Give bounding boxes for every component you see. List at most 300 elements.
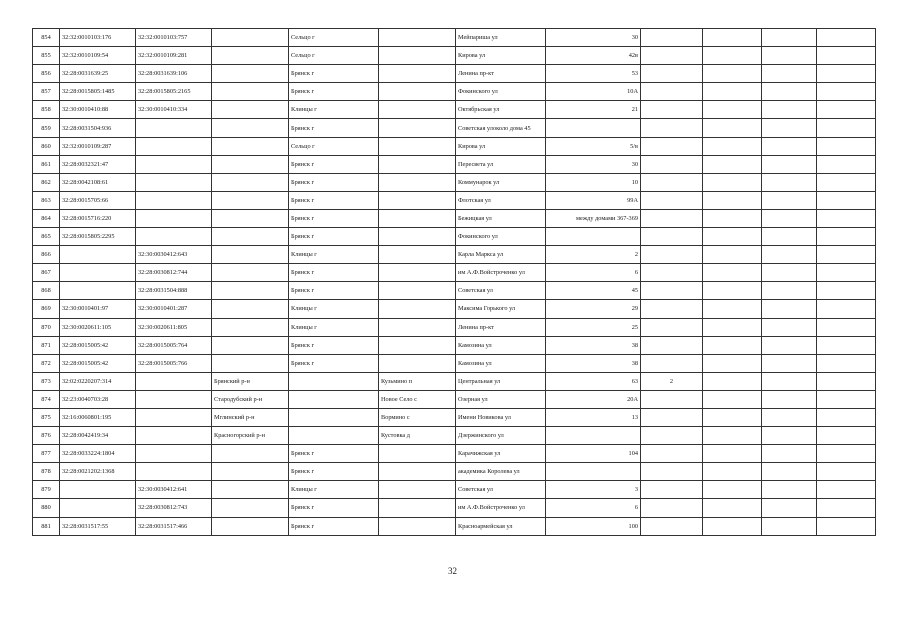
cadastral-number-2-cell bbox=[136, 445, 212, 463]
table-row bbox=[33, 390, 876, 408]
row-number-cell: 873 bbox=[33, 372, 60, 390]
city-cell: Клинцы г bbox=[289, 246, 379, 264]
cadastral-number-cell: 32:23:0040703:28 bbox=[60, 390, 136, 408]
cadastral-number-2-cell: 32:30:0020611:805 bbox=[136, 318, 212, 336]
row-number-cell: 871 bbox=[33, 336, 60, 354]
empty-cell bbox=[817, 390, 876, 408]
empty-cell bbox=[817, 336, 876, 354]
row-number-cell: 867 bbox=[33, 264, 60, 282]
table-row bbox=[33, 354, 876, 372]
cadastral-number-2-cell bbox=[136, 372, 212, 390]
empty-cell bbox=[762, 463, 817, 481]
row-number-cell: 862 bbox=[33, 173, 60, 191]
village-cell bbox=[379, 318, 456, 336]
city-cell: Брянск г bbox=[289, 155, 379, 173]
house-cell bbox=[546, 427, 641, 445]
street-cell: Центральная ул bbox=[456, 372, 546, 390]
empty-cell bbox=[703, 354, 762, 372]
cadastral-number-2-cell: 32:32:0010109:281 bbox=[136, 47, 212, 65]
flat-cell bbox=[641, 246, 703, 264]
empty-cell bbox=[762, 390, 817, 408]
empty-cell bbox=[762, 137, 817, 155]
cadastral-number-cell: 32:28:0031504:936 bbox=[60, 119, 136, 137]
cadastral-number-2-cell: 32:28:0031639:106 bbox=[136, 65, 212, 83]
empty-cell bbox=[817, 29, 876, 47]
cadastral-number-2-cell bbox=[136, 427, 212, 445]
house-cell: 63 bbox=[546, 372, 641, 390]
empty-cell bbox=[703, 101, 762, 119]
house-cell: 30 bbox=[546, 155, 641, 173]
street-cell: Коммунарок ул bbox=[456, 173, 546, 191]
empty-cell bbox=[817, 282, 876, 300]
street-cell: Бежицкая ул bbox=[456, 209, 546, 227]
cadastral-number-cell bbox=[60, 264, 136, 282]
table-row bbox=[33, 47, 876, 65]
cadastral-number-cell: 32:28:0015705:66 bbox=[60, 191, 136, 209]
row-number-cell: 860 bbox=[33, 137, 60, 155]
district-cell bbox=[212, 155, 289, 173]
empty-cell bbox=[703, 137, 762, 155]
city-cell: Брянск г bbox=[289, 354, 379, 372]
empty-cell bbox=[762, 65, 817, 83]
cadastral-number-2-cell: 32:28:0031504:888 bbox=[136, 282, 212, 300]
city-cell: Брянск г bbox=[289, 264, 379, 282]
row-number-cell: 877 bbox=[33, 445, 60, 463]
district-cell bbox=[212, 47, 289, 65]
table-row bbox=[33, 173, 876, 191]
village-cell bbox=[379, 191, 456, 209]
district-cell bbox=[212, 228, 289, 246]
cadastral-number-cell: 32:16:0060801:195 bbox=[60, 408, 136, 426]
table-row bbox=[33, 427, 876, 445]
cadastral-number-2-cell: 32:32:0010103:757 bbox=[136, 29, 212, 47]
cadastral-number-2-cell bbox=[136, 173, 212, 191]
table-row bbox=[33, 300, 876, 318]
city-cell: Брянск г bbox=[289, 282, 379, 300]
street-cell: им А.Ф.Войстроченко ул bbox=[456, 499, 546, 517]
cadastral-number-2-cell: 32:28:0031517:466 bbox=[136, 517, 212, 535]
flat-cell bbox=[641, 499, 703, 517]
row-number-cell: 881 bbox=[33, 517, 60, 535]
empty-cell bbox=[817, 445, 876, 463]
empty-cell bbox=[817, 83, 876, 101]
district-cell: Мглинский р-н bbox=[212, 408, 289, 426]
cadastral-number-2-cell: 32:30:0030412:641 bbox=[136, 481, 212, 499]
table-row bbox=[33, 155, 876, 173]
cadastral-number-cell: 32:28:0015005:42 bbox=[60, 354, 136, 372]
house-cell: 53 bbox=[546, 65, 641, 83]
village-cell bbox=[379, 65, 456, 83]
row-number-cell: 874 bbox=[33, 390, 60, 408]
village-cell bbox=[379, 83, 456, 101]
row-number-cell: 865 bbox=[33, 228, 60, 246]
empty-cell bbox=[762, 499, 817, 517]
cadastral-number-cell: 32:30:0010410:88 bbox=[60, 101, 136, 119]
house-cell bbox=[546, 119, 641, 137]
cadastral-number-2-cell bbox=[136, 137, 212, 155]
street-cell: Озерная ул bbox=[456, 390, 546, 408]
village-cell bbox=[379, 481, 456, 499]
district-cell bbox=[212, 29, 289, 47]
village-cell bbox=[379, 445, 456, 463]
row-number-cell: 879 bbox=[33, 481, 60, 499]
data-table bbox=[32, 28, 876, 536]
empty-cell bbox=[703, 408, 762, 426]
empty-cell bbox=[817, 300, 876, 318]
city-cell: Брянск г bbox=[289, 119, 379, 137]
empty-cell bbox=[817, 463, 876, 481]
row-number-cell: 878 bbox=[33, 463, 60, 481]
cadastral-number-2-cell: 32:30:0010401:287 bbox=[136, 300, 212, 318]
district-cell bbox=[212, 101, 289, 119]
flat-cell bbox=[641, 408, 703, 426]
row-number-cell: 875 bbox=[33, 408, 60, 426]
empty-cell bbox=[762, 517, 817, 535]
street-cell: Максима Горького ул bbox=[456, 300, 546, 318]
cadastral-number-cell: 32:28:0042108:61 bbox=[60, 173, 136, 191]
cadastral-number-2-cell bbox=[136, 390, 212, 408]
table-row bbox=[33, 246, 876, 264]
flat-cell bbox=[641, 209, 703, 227]
table-row bbox=[33, 264, 876, 282]
empty-cell bbox=[762, 101, 817, 119]
district-cell bbox=[212, 83, 289, 101]
empty-cell bbox=[762, 29, 817, 47]
house-cell: 21 bbox=[546, 101, 641, 119]
empty-cell bbox=[762, 173, 817, 191]
village-cell bbox=[379, 246, 456, 264]
house-cell bbox=[546, 228, 641, 246]
city-cell: Брянск г bbox=[289, 499, 379, 517]
house-cell: 10А bbox=[546, 83, 641, 101]
cadastral-number-cell: 32:28:0015005:42 bbox=[60, 336, 136, 354]
row-number-cell: 868 bbox=[33, 282, 60, 300]
empty-cell bbox=[703, 119, 762, 137]
empty-cell bbox=[762, 372, 817, 390]
empty-cell bbox=[762, 318, 817, 336]
empty-cell bbox=[762, 354, 817, 372]
flat-cell bbox=[641, 445, 703, 463]
row-number-cell: 863 bbox=[33, 191, 60, 209]
cadastral-number-2-cell: 32:28:0015005:766 bbox=[136, 354, 212, 372]
district-cell bbox=[212, 354, 289, 372]
flat-cell bbox=[641, 228, 703, 246]
table-row bbox=[33, 481, 876, 499]
house-cell: 5/в bbox=[546, 137, 641, 155]
row-number-cell: 872 bbox=[33, 354, 60, 372]
village-cell bbox=[379, 264, 456, 282]
empty-cell bbox=[762, 282, 817, 300]
city-cell: Брянск г bbox=[289, 228, 379, 246]
village-cell bbox=[379, 209, 456, 227]
empty-cell bbox=[762, 246, 817, 264]
cadastral-number-cell bbox=[60, 499, 136, 517]
district-cell bbox=[212, 65, 289, 83]
empty-cell bbox=[703, 83, 762, 101]
cadastral-number-2-cell: 32:28:0015805:2165 bbox=[136, 83, 212, 101]
city-cell: Клинцы г bbox=[289, 318, 379, 336]
street-cell: Карачижская ул bbox=[456, 445, 546, 463]
house-cell: 100 bbox=[546, 517, 641, 535]
flat-cell bbox=[641, 517, 703, 535]
empty-cell bbox=[817, 47, 876, 65]
empty-cell bbox=[762, 408, 817, 426]
flat-cell bbox=[641, 481, 703, 499]
row-number-cell: 857 bbox=[33, 83, 60, 101]
empty-cell bbox=[703, 372, 762, 390]
house-cell bbox=[546, 463, 641, 481]
district-cell bbox=[212, 517, 289, 535]
table-row bbox=[33, 372, 876, 390]
city-cell: Брянск г bbox=[289, 517, 379, 535]
flat-cell bbox=[641, 300, 703, 318]
village-cell bbox=[379, 173, 456, 191]
empty-cell bbox=[703, 246, 762, 264]
city-cell: Брянск г bbox=[289, 209, 379, 227]
row-number-cell: 855 bbox=[33, 47, 60, 65]
flat-cell: 2 bbox=[641, 372, 703, 390]
village-cell bbox=[379, 29, 456, 47]
flat-cell bbox=[641, 354, 703, 372]
cadastral-number-2-cell bbox=[136, 155, 212, 173]
table-row bbox=[33, 445, 876, 463]
cadastral-number-cell: 32:30:0020611:105 bbox=[60, 318, 136, 336]
house-cell: 6 bbox=[546, 264, 641, 282]
village-cell: Кузьмино п bbox=[379, 372, 456, 390]
district-cell bbox=[212, 499, 289, 517]
flat-cell bbox=[641, 282, 703, 300]
house-cell: 3 bbox=[546, 481, 641, 499]
village-cell bbox=[379, 517, 456, 535]
street-cell: Кирова ул bbox=[456, 137, 546, 155]
street-cell: Октябрьская ул bbox=[456, 101, 546, 119]
city-cell: Брянск г bbox=[289, 83, 379, 101]
village-cell: Кустовка д bbox=[379, 427, 456, 445]
row-number-cell: 854 bbox=[33, 29, 60, 47]
cadastral-number-cell: 32:28:0015805:2295 bbox=[60, 228, 136, 246]
street-cell: Камозина ул bbox=[456, 336, 546, 354]
table-row bbox=[33, 83, 876, 101]
cadastral-number-2-cell: 32:28:0015005:764 bbox=[136, 336, 212, 354]
table-body bbox=[33, 29, 876, 536]
house-cell: 42в bbox=[546, 47, 641, 65]
row-number-cell: 880 bbox=[33, 499, 60, 517]
house-cell: 104 bbox=[546, 445, 641, 463]
empty-cell bbox=[703, 29, 762, 47]
flat-cell bbox=[641, 29, 703, 47]
city-cell: Брянск г bbox=[289, 65, 379, 83]
table-row bbox=[33, 282, 876, 300]
empty-cell bbox=[762, 481, 817, 499]
city-cell: Клинцы г bbox=[289, 300, 379, 318]
village-cell bbox=[379, 300, 456, 318]
cadastral-number-2-cell bbox=[136, 119, 212, 137]
empty-cell bbox=[817, 517, 876, 535]
table-row bbox=[33, 29, 876, 47]
city-cell: Сельцо г bbox=[289, 29, 379, 47]
house-cell: между домами 367-369 bbox=[546, 209, 641, 227]
city-cell bbox=[289, 408, 379, 426]
flat-cell bbox=[641, 47, 703, 65]
flat-cell bbox=[641, 119, 703, 137]
house-cell: 29 bbox=[546, 300, 641, 318]
district-cell bbox=[212, 246, 289, 264]
street-cell: Флотская ул bbox=[456, 191, 546, 209]
empty-cell bbox=[762, 155, 817, 173]
empty-cell bbox=[817, 137, 876, 155]
table-row bbox=[33, 228, 876, 246]
empty-cell bbox=[703, 155, 762, 173]
table-row bbox=[33, 463, 876, 481]
flat-cell bbox=[641, 463, 703, 481]
city-cell: Брянск г bbox=[289, 445, 379, 463]
flat-cell bbox=[641, 336, 703, 354]
flat-cell bbox=[641, 65, 703, 83]
city-cell: Клинцы г bbox=[289, 101, 379, 119]
empty-cell bbox=[817, 354, 876, 372]
cadastral-number-2-cell bbox=[136, 463, 212, 481]
city-cell: Брянск г bbox=[289, 336, 379, 354]
empty-cell bbox=[703, 463, 762, 481]
row-number-cell: 876 bbox=[33, 427, 60, 445]
empty-cell bbox=[703, 264, 762, 282]
row-number-cell: 864 bbox=[33, 209, 60, 227]
empty-cell bbox=[817, 101, 876, 119]
village-cell bbox=[379, 354, 456, 372]
empty-cell bbox=[762, 445, 817, 463]
empty-cell bbox=[762, 264, 817, 282]
empty-cell bbox=[703, 427, 762, 445]
city-cell: Клинцы г bbox=[289, 481, 379, 499]
cadastral-number-cell: 32:32:0010109:54 bbox=[60, 47, 136, 65]
cadastral-number-cell bbox=[60, 282, 136, 300]
cadastral-number-2-cell bbox=[136, 228, 212, 246]
flat-cell bbox=[641, 155, 703, 173]
empty-cell bbox=[817, 191, 876, 209]
cadastral-number-2-cell bbox=[136, 408, 212, 426]
row-number-cell: 856 bbox=[33, 65, 60, 83]
flat-cell bbox=[641, 318, 703, 336]
street-cell: Кирова ул bbox=[456, 47, 546, 65]
table-row bbox=[33, 65, 876, 83]
empty-cell bbox=[762, 336, 817, 354]
city-cell bbox=[289, 427, 379, 445]
cadastral-number-2-cell bbox=[136, 209, 212, 227]
row-number-cell: 861 bbox=[33, 155, 60, 173]
street-cell: академика Королева ул bbox=[456, 463, 546, 481]
street-cell: Имени Новикова ул bbox=[456, 408, 546, 426]
flat-cell bbox=[641, 390, 703, 408]
cadastral-number-2-cell: 32:28:0030812:744 bbox=[136, 264, 212, 282]
empty-cell bbox=[762, 209, 817, 227]
cadastral-number-cell: 32:28:0031517:55 bbox=[60, 517, 136, 535]
empty-cell bbox=[703, 318, 762, 336]
village-cell bbox=[379, 155, 456, 173]
table-row bbox=[33, 499, 876, 517]
empty-cell bbox=[817, 155, 876, 173]
village-cell bbox=[379, 119, 456, 137]
house-cell: 38 bbox=[546, 336, 641, 354]
house-cell: 10 bbox=[546, 173, 641, 191]
house-cell: 2 bbox=[546, 246, 641, 264]
row-number-cell: 869 bbox=[33, 300, 60, 318]
village-cell bbox=[379, 499, 456, 517]
empty-cell bbox=[817, 246, 876, 264]
cadastral-number-cell bbox=[60, 481, 136, 499]
empty-cell bbox=[817, 173, 876, 191]
district-cell bbox=[212, 282, 289, 300]
district-cell bbox=[212, 137, 289, 155]
empty-cell bbox=[703, 65, 762, 83]
city-cell: Сельцо г bbox=[289, 47, 379, 65]
flat-cell bbox=[641, 427, 703, 445]
district-cell bbox=[212, 445, 289, 463]
flat-cell bbox=[641, 264, 703, 282]
district-cell bbox=[212, 191, 289, 209]
table-row bbox=[33, 209, 876, 227]
flat-cell bbox=[641, 191, 703, 209]
house-cell: 20А bbox=[546, 390, 641, 408]
district-cell bbox=[212, 463, 289, 481]
village-cell: Новое Село с bbox=[379, 390, 456, 408]
street-cell: Фокинского ул bbox=[456, 83, 546, 101]
flat-cell bbox=[641, 137, 703, 155]
street-cell: Дзержинского ул bbox=[456, 427, 546, 445]
city-cell: Брянск г bbox=[289, 191, 379, 209]
district-cell: Брянский р-н bbox=[212, 372, 289, 390]
street-cell: Ленина пр-кт bbox=[456, 318, 546, 336]
table-row bbox=[33, 517, 876, 535]
row-number-cell: 859 bbox=[33, 119, 60, 137]
street-cell: им А.Ф.Войстроченко ул bbox=[456, 264, 546, 282]
district-cell: Красногорский р-н bbox=[212, 427, 289, 445]
street-cell: Ленина пр-кт bbox=[456, 65, 546, 83]
table-row bbox=[33, 408, 876, 426]
empty-cell bbox=[817, 264, 876, 282]
empty-cell bbox=[703, 209, 762, 227]
empty-cell bbox=[703, 173, 762, 191]
house-cell: 38 bbox=[546, 354, 641, 372]
row-number-cell: 858 bbox=[33, 101, 60, 119]
empty-cell bbox=[817, 65, 876, 83]
empty-cell bbox=[817, 119, 876, 137]
empty-cell bbox=[762, 191, 817, 209]
village-cell bbox=[379, 463, 456, 481]
district-cell bbox=[212, 318, 289, 336]
flat-cell bbox=[641, 101, 703, 119]
empty-cell bbox=[817, 499, 876, 517]
street-cell: Мейпариша ул bbox=[456, 29, 546, 47]
district-cell bbox=[212, 481, 289, 499]
district-cell bbox=[212, 264, 289, 282]
table-row bbox=[33, 101, 876, 119]
empty-cell bbox=[762, 47, 817, 65]
street-cell: Советская улоколо дома 45 bbox=[456, 119, 546, 137]
empty-cell bbox=[703, 47, 762, 65]
cadastral-number-cell: 32:32:0010109:287 bbox=[60, 137, 136, 155]
street-cell: Советская ул bbox=[456, 282, 546, 300]
house-cell: 13 bbox=[546, 408, 641, 426]
city-cell bbox=[289, 372, 379, 390]
empty-cell bbox=[817, 209, 876, 227]
empty-cell bbox=[703, 445, 762, 463]
table-row bbox=[33, 336, 876, 354]
empty-cell bbox=[762, 300, 817, 318]
city-cell: Брянск г bbox=[289, 173, 379, 191]
cadastral-number-cell: 32:28:0032321:47 bbox=[60, 155, 136, 173]
empty-cell bbox=[817, 318, 876, 336]
cadastral-number-2-cell bbox=[136, 191, 212, 209]
